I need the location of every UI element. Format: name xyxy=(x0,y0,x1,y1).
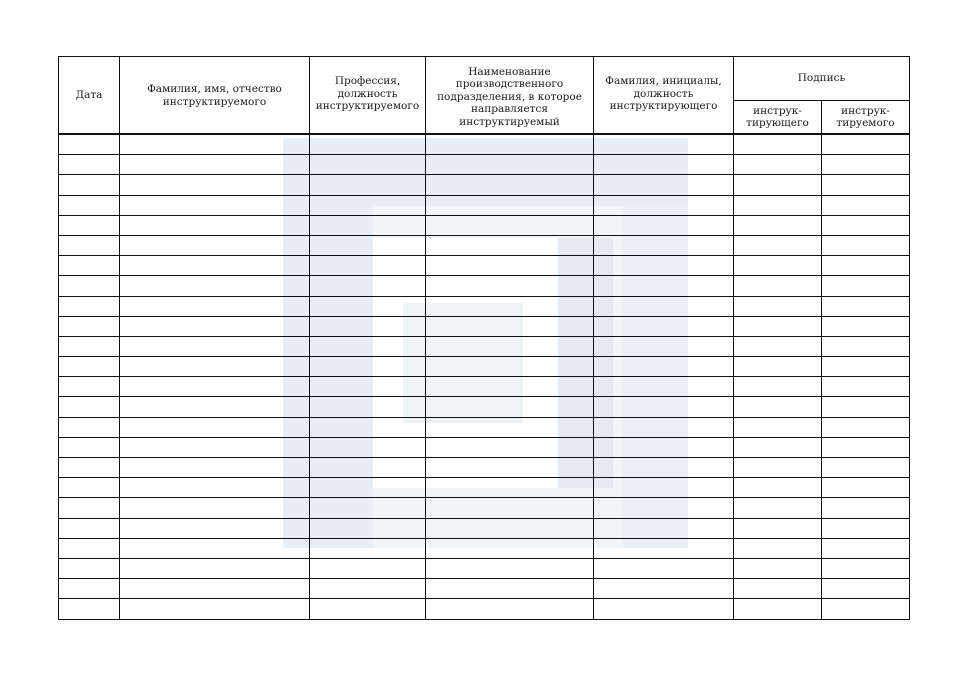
instructor-cell[interactable] xyxy=(594,195,734,215)
table-row xyxy=(59,336,910,356)
table-row xyxy=(59,276,910,296)
department-cell[interactable] xyxy=(426,175,594,195)
signature-instructed-cell[interactable] xyxy=(822,377,910,397)
signature-instructor-cell[interactable] xyxy=(734,175,822,195)
full-name-cell[interactable] xyxy=(120,599,310,619)
instructor-cell[interactable] xyxy=(594,458,734,478)
header-full-name: Фамилия, имя, отчество инструктируемого xyxy=(120,57,310,135)
profession-cell[interactable] xyxy=(310,518,426,538)
header-signature: Подпись xyxy=(734,57,910,101)
full-name-cell[interactable] xyxy=(120,437,310,457)
profession-cell[interactable] xyxy=(310,599,426,619)
signature-instructor-cell[interactable] xyxy=(734,235,822,255)
signature-instructed-cell[interactable] xyxy=(822,579,910,599)
department-cell[interactable] xyxy=(426,215,594,235)
header-date: Дата xyxy=(59,57,120,135)
signature-instructor-cell[interactable] xyxy=(734,296,822,316)
department-cell[interactable] xyxy=(426,437,594,457)
instructor-cell[interactable] xyxy=(594,599,734,619)
profession-cell[interactable] xyxy=(310,336,426,356)
date-cell[interactable] xyxy=(59,235,120,255)
full-name-cell[interactable] xyxy=(120,538,310,558)
date-cell[interactable] xyxy=(59,518,120,538)
date-cell[interactable] xyxy=(59,316,120,336)
instructor-cell[interactable] xyxy=(594,155,734,175)
signature-instructed-cell[interactable] xyxy=(822,296,910,316)
profession-cell[interactable] xyxy=(310,417,426,437)
signature-instructed-cell[interactable] xyxy=(822,276,910,296)
profession-cell[interactable] xyxy=(310,155,426,175)
full-name-cell[interactable] xyxy=(120,357,310,377)
date-cell[interactable] xyxy=(59,134,120,155)
date-cell[interactable] xyxy=(59,377,120,397)
instructor-cell[interactable] xyxy=(594,377,734,397)
signature-instructor-cell[interactable] xyxy=(734,437,822,457)
header-signature-instructor: инструк-тирующего xyxy=(734,101,822,135)
department-cell[interactable] xyxy=(426,235,594,255)
signature-instructed-cell[interactable] xyxy=(822,235,910,255)
full-name-cell[interactable] xyxy=(120,397,310,417)
table-row xyxy=(59,155,910,175)
signature-instructed-cell[interactable] xyxy=(822,215,910,235)
signature-instructor-cell[interactable] xyxy=(734,478,822,498)
date-cell[interactable] xyxy=(59,397,120,417)
instructor-cell[interactable] xyxy=(594,296,734,316)
full-name-cell[interactable] xyxy=(120,175,310,195)
signature-instructor-cell[interactable] xyxy=(734,518,822,538)
instructor-cell[interactable] xyxy=(594,498,734,518)
instructor-cell[interactable] xyxy=(594,336,734,356)
table-row xyxy=(59,397,910,417)
profession-cell[interactable] xyxy=(310,195,426,215)
profession-cell[interactable] xyxy=(310,256,426,276)
profession-cell[interactable] xyxy=(310,276,426,296)
department-cell[interactable] xyxy=(426,397,594,417)
instructor-cell[interactable] xyxy=(594,579,734,599)
signature-instructor-cell[interactable] xyxy=(734,377,822,397)
full-name-cell[interactable] xyxy=(120,579,310,599)
date-cell[interactable] xyxy=(59,155,120,175)
department-cell[interactable] xyxy=(426,155,594,175)
full-name-cell[interactable] xyxy=(120,498,310,518)
profession-cell[interactable] xyxy=(310,579,426,599)
full-name-cell[interactable] xyxy=(120,155,310,175)
full-name-cell[interactable] xyxy=(120,458,310,478)
department-cell[interactable] xyxy=(426,579,594,599)
department-cell[interactable] xyxy=(426,316,594,336)
full-name-cell[interactable] xyxy=(120,296,310,316)
profession-cell[interactable] xyxy=(310,558,426,578)
profession-cell[interactable] xyxy=(310,296,426,316)
table-row xyxy=(59,558,910,578)
signature-instructor-cell[interactable] xyxy=(734,357,822,377)
instructor-cell[interactable] xyxy=(594,417,734,437)
table-row xyxy=(59,417,910,437)
instructor-cell[interactable] xyxy=(594,538,734,558)
signature-instructed-cell[interactable] xyxy=(822,518,910,538)
department-cell[interactable] xyxy=(426,134,594,155)
signature-instructed-cell[interactable] xyxy=(822,155,910,175)
signature-instructed-cell[interactable] xyxy=(822,558,910,578)
table-row xyxy=(59,134,910,155)
signature-instructed-cell[interactable] xyxy=(822,458,910,478)
department-cell[interactable] xyxy=(426,417,594,437)
date-cell[interactable] xyxy=(59,458,120,478)
signature-instructed-cell[interactable] xyxy=(822,316,910,336)
instructor-cell[interactable] xyxy=(594,175,734,195)
date-cell[interactable] xyxy=(59,558,120,578)
full-name-cell[interactable] xyxy=(120,478,310,498)
table-row xyxy=(59,195,910,215)
table-body xyxy=(59,134,910,619)
instructor-cell[interactable] xyxy=(594,134,734,155)
full-name-cell[interactable] xyxy=(120,518,310,538)
department-cell[interactable] xyxy=(426,276,594,296)
signature-instructed-cell[interactable] xyxy=(822,538,910,558)
signature-instructor-cell[interactable] xyxy=(734,316,822,336)
profession-cell[interactable] xyxy=(310,215,426,235)
instructor-cell[interactable] xyxy=(594,558,734,578)
date-cell[interactable] xyxy=(59,215,120,235)
signature-instructor-cell[interactable] xyxy=(734,558,822,578)
signature-instructor-cell[interactable] xyxy=(734,155,822,175)
table-row xyxy=(59,175,910,195)
department-cell[interactable] xyxy=(426,538,594,558)
instructor-cell[interactable] xyxy=(594,215,734,235)
department-cell[interactable] xyxy=(426,377,594,397)
instructor-cell[interactable] xyxy=(594,357,734,377)
signature-instructed-cell[interactable] xyxy=(822,357,910,377)
full-name-cell[interactable] xyxy=(120,316,310,336)
profession-cell[interactable] xyxy=(310,235,426,255)
signature-instructor-cell[interactable] xyxy=(734,134,822,155)
date-cell[interactable] xyxy=(59,437,120,457)
date-cell[interactable] xyxy=(59,599,120,619)
date-cell[interactable] xyxy=(59,498,120,518)
full-name-cell[interactable] xyxy=(120,558,310,578)
instructor-cell[interactable] xyxy=(594,518,734,538)
profession-cell[interactable] xyxy=(310,397,426,417)
date-cell[interactable] xyxy=(59,357,120,377)
department-cell[interactable] xyxy=(426,458,594,478)
profession-cell[interactable] xyxy=(310,134,426,155)
signature-instructed-cell[interactable] xyxy=(822,336,910,356)
date-cell[interactable] xyxy=(59,538,120,558)
signature-instructor-cell[interactable] xyxy=(734,579,822,599)
signature-instructor-cell[interactable] xyxy=(734,397,822,417)
department-cell[interactable] xyxy=(426,518,594,538)
table-row xyxy=(59,458,910,478)
full-name-cell[interactable] xyxy=(120,417,310,437)
signature-instructed-cell[interactable] xyxy=(822,599,910,619)
table-row xyxy=(59,538,910,558)
table-row xyxy=(59,235,910,255)
instructor-cell[interactable] xyxy=(594,235,734,255)
department-cell[interactable] xyxy=(426,336,594,356)
department-cell[interactable] xyxy=(426,195,594,215)
full-name-cell[interactable] xyxy=(120,215,310,235)
profession-cell[interactable] xyxy=(310,377,426,397)
signature-instructor-cell[interactable] xyxy=(734,215,822,235)
signature-instructor-cell[interactable] xyxy=(734,256,822,276)
table-row xyxy=(59,296,910,316)
profession-cell[interactable] xyxy=(310,357,426,377)
header-signature-instructed: инструк-тируемого xyxy=(822,101,910,135)
full-name-cell[interactable] xyxy=(120,336,310,356)
date-cell[interactable] xyxy=(59,478,120,498)
instructor-cell[interactable] xyxy=(594,478,734,498)
signature-instructor-cell[interactable] xyxy=(734,498,822,518)
full-name-cell[interactable] xyxy=(120,276,310,296)
table-row xyxy=(59,498,910,518)
instructor-cell[interactable] xyxy=(594,397,734,417)
signature-instructed-cell[interactable] xyxy=(822,397,910,417)
date-cell[interactable] xyxy=(59,579,120,599)
date-cell[interactable] xyxy=(59,256,120,276)
signature-instructed-cell[interactable] xyxy=(822,175,910,195)
table-row xyxy=(59,215,910,235)
profession-cell[interactable] xyxy=(310,458,426,478)
signature-instructor-cell[interactable] xyxy=(734,276,822,296)
department-cell[interactable] xyxy=(426,558,594,578)
full-name-cell[interactable] xyxy=(120,195,310,215)
signature-instructed-cell[interactable] xyxy=(822,134,910,155)
department-cell[interactable] xyxy=(426,599,594,619)
signature-instructed-cell[interactable] xyxy=(822,256,910,276)
signature-instructed-cell[interactable] xyxy=(822,437,910,457)
date-cell[interactable] xyxy=(59,336,120,356)
signature-instructed-cell[interactable] xyxy=(822,195,910,215)
header-profession: Профессия, должность инструктируемого xyxy=(310,57,426,135)
profession-cell[interactable] xyxy=(310,316,426,336)
signature-instructor-cell[interactable] xyxy=(734,195,822,215)
department-cell[interactable] xyxy=(426,498,594,518)
table-row xyxy=(59,437,910,457)
signature-instructor-cell[interactable] xyxy=(734,458,822,478)
full-name-cell[interactable] xyxy=(120,377,310,397)
instruction-journal-table xyxy=(58,56,910,620)
table-row xyxy=(59,377,910,397)
signature-instructed-cell[interactable] xyxy=(822,498,910,518)
table-row xyxy=(59,518,910,538)
profession-cell[interactable] xyxy=(310,538,426,558)
table-row xyxy=(59,357,910,377)
date-cell[interactable] xyxy=(59,175,120,195)
header-department: Наименование производственного подразделения, в которое направляется инструктируемый xyxy=(426,57,594,135)
instructor-cell[interactable] xyxy=(594,276,734,296)
profession-cell[interactable] xyxy=(310,478,426,498)
full-name-cell[interactable] xyxy=(120,134,310,155)
department-cell[interactable] xyxy=(426,256,594,276)
full-name-cell[interactable] xyxy=(120,235,310,255)
instructor-cell[interactable] xyxy=(594,256,734,276)
signature-instructor-cell[interactable] xyxy=(734,538,822,558)
signature-instructed-cell[interactable] xyxy=(822,417,910,437)
signature-instructor-cell[interactable] xyxy=(734,599,822,619)
department-cell[interactable] xyxy=(426,357,594,377)
date-cell[interactable] xyxy=(59,417,120,437)
table-row xyxy=(59,579,910,599)
profession-cell[interactable] xyxy=(310,498,426,518)
profession-cell[interactable] xyxy=(310,175,426,195)
table-row xyxy=(59,256,910,276)
date-cell[interactable] xyxy=(59,276,120,296)
profession-cell[interactable] xyxy=(310,437,426,457)
department-cell[interactable] xyxy=(426,296,594,316)
table-row xyxy=(59,316,910,336)
date-cell[interactable] xyxy=(59,195,120,215)
table-row xyxy=(59,599,910,619)
signature-instructed-cell[interactable] xyxy=(822,478,910,498)
signature-instructor-cell[interactable] xyxy=(734,417,822,437)
instructor-cell[interactable] xyxy=(594,437,734,457)
date-cell[interactable] xyxy=(59,296,120,316)
department-cell[interactable] xyxy=(426,478,594,498)
full-name-cell[interactable] xyxy=(120,256,310,276)
signature-instructor-cell[interactable] xyxy=(734,336,822,356)
instructor-cell[interactable] xyxy=(594,316,734,336)
table-row xyxy=(59,478,910,498)
header-instructor: Фамилия, инициалы, должность инструктирующего xyxy=(594,57,734,135)
